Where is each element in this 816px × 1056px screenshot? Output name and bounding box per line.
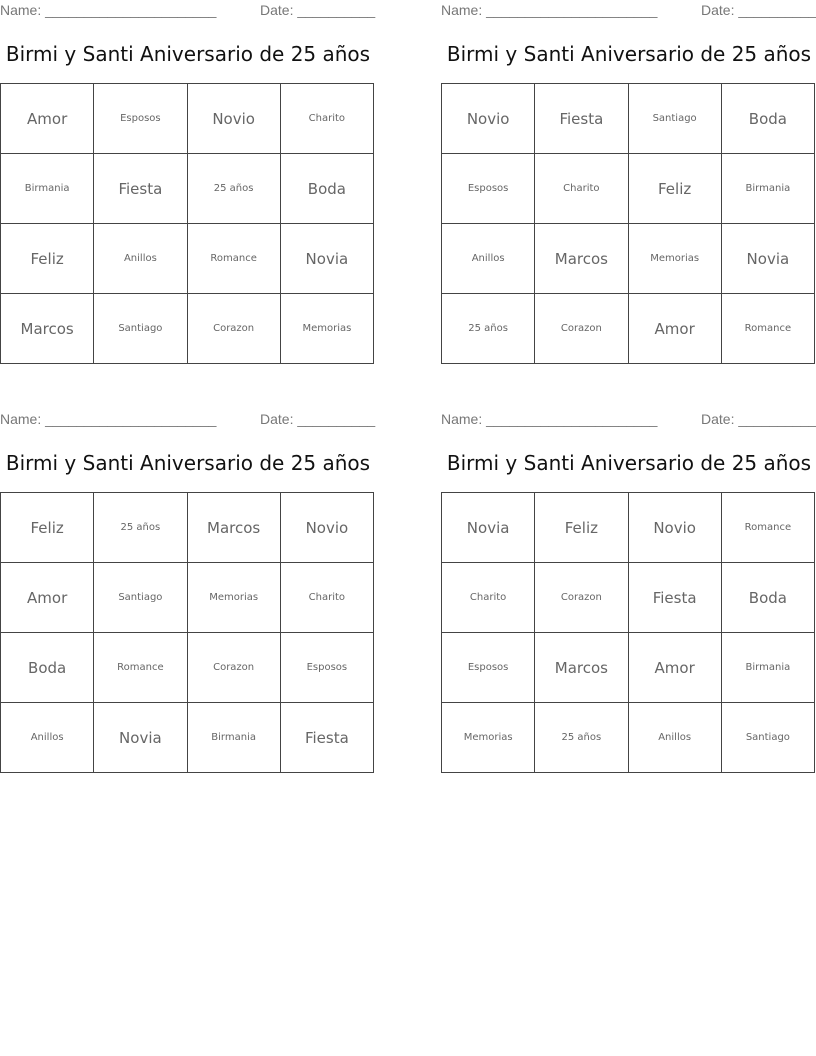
- bingo-cell: Novio: [628, 493, 721, 563]
- bingo-cell: Romance: [187, 224, 280, 294]
- card-header: [0, 409, 376, 431]
- bingo-cell: 25 años: [535, 703, 628, 773]
- bingo-cell: Boda: [1, 633, 94, 703]
- bingo-cell: Santiago: [628, 84, 721, 154]
- bingo-cell: Fiesta: [628, 563, 721, 633]
- bingo-cell: Feliz: [1, 493, 94, 563]
- card-title: Birmi y Santi Aniversario de 25 años: [5, 42, 371, 66]
- date-field[interactable]: Date: __________: [260, 411, 376, 427]
- bingo-cell: Corazon: [535, 294, 628, 364]
- bingo-cell: Anillos: [94, 224, 187, 294]
- bingo-cell: Charito: [442, 563, 535, 633]
- bingo-cell: Birmania: [721, 633, 814, 703]
- bingo-cell: Amor: [1, 84, 94, 154]
- bingo-card-4: [441, 409, 816, 789]
- bingo-cell: Feliz: [535, 493, 628, 563]
- name-field[interactable]: Name: ______________________: [441, 411, 658, 427]
- bingo-cell: Fiesta: [94, 154, 187, 224]
- bingo-cell: Fiesta: [535, 84, 628, 154]
- bingo-cell: 25 años: [442, 294, 535, 364]
- bingo-cell: Novio: [280, 493, 373, 563]
- bingo-cell: Novia: [721, 224, 814, 294]
- bingo-cell: Boda: [721, 84, 814, 154]
- bingo-cell: Esposos: [442, 633, 535, 703]
- bingo-cell: Anillos: [442, 224, 535, 294]
- bingo-cell: Corazon: [187, 633, 280, 703]
- bingo-cell: Anillos: [1, 703, 94, 773]
- bingo-cell: Amor: [628, 633, 721, 703]
- bingo-cell: Amor: [1, 563, 94, 633]
- bingo-cell: Santiago: [721, 703, 814, 773]
- date-field[interactable]: Date: __________: [260, 2, 376, 18]
- bingo-cell: Memorias: [280, 294, 373, 364]
- bingo-cell: Boda: [721, 563, 814, 633]
- bingo-cell: Romance: [721, 294, 814, 364]
- bingo-cell: Marcos: [187, 493, 280, 563]
- bingo-cell: Novio: [442, 84, 535, 154]
- bingo-cell: Birmania: [721, 154, 814, 224]
- card-title: Birmi y Santi Aniversario de 25 años: [446, 451, 812, 475]
- date-field[interactable]: Date: __________: [701, 411, 816, 427]
- bingo-cell: Santiago: [94, 563, 187, 633]
- date-field[interactable]: Date: __________: [701, 2, 816, 18]
- bingo-cell: Novia: [442, 493, 535, 563]
- card-title: Birmi y Santi Aniversario de 25 años: [5, 451, 371, 475]
- card-title: Birmi y Santi Aniversario de 25 años: [446, 42, 812, 66]
- bingo-grid: [441, 83, 815, 364]
- bingo-cell: Charito: [280, 563, 373, 633]
- bingo-cell: Novio: [187, 84, 280, 154]
- bingo-cell: Birmania: [187, 703, 280, 773]
- bingo-card-2: [441, 0, 816, 380]
- bingo-cell: Romance: [94, 633, 187, 703]
- bingo-card-3: [0, 409, 376, 789]
- bingo-cell: Marcos: [535, 633, 628, 703]
- bingo-cell: Memorias: [442, 703, 535, 773]
- bingo-cell: Fiesta: [280, 703, 373, 773]
- bingo-cell: Corazon: [187, 294, 280, 364]
- bingo-cell: Esposos: [280, 633, 373, 703]
- name-field[interactable]: Name: ______________________: [0, 2, 217, 18]
- bingo-grid: [0, 492, 374, 773]
- bingo-grid: [0, 83, 374, 364]
- bingo-cell: Novia: [280, 224, 373, 294]
- card-header: [441, 0, 816, 22]
- bingo-cell: Charito: [280, 84, 373, 154]
- card-header: [441, 409, 816, 431]
- bingo-cell: Amor: [628, 294, 721, 364]
- bingo-cell: Corazon: [535, 563, 628, 633]
- bingo-cell: Romance: [721, 493, 814, 563]
- bingo-cell: Feliz: [1, 224, 94, 294]
- bingo-card-1: [0, 0, 376, 380]
- bingo-cell: Birmania: [1, 154, 94, 224]
- bingo-cell: Santiago: [94, 294, 187, 364]
- bingo-cell: Esposos: [94, 84, 187, 154]
- bingo-cell: Memorias: [187, 563, 280, 633]
- bingo-cell: Boda: [280, 154, 373, 224]
- bingo-grid: [441, 492, 815, 773]
- card-header: [0, 0, 376, 22]
- bingo-cell: Novia: [94, 703, 187, 773]
- bingo-cell: Marcos: [535, 224, 628, 294]
- bingo-cell: Marcos: [1, 294, 94, 364]
- bingo-cell: Memorias: [628, 224, 721, 294]
- bingo-cell: 25 años: [94, 493, 187, 563]
- bingo-cell: Charito: [535, 154, 628, 224]
- name-field[interactable]: Name: ______________________: [0, 411, 217, 427]
- bingo-cell: Esposos: [442, 154, 535, 224]
- name-field[interactable]: Name: ______________________: [441, 2, 658, 18]
- bingo-cell: Feliz: [628, 154, 721, 224]
- bingo-cell: Anillos: [628, 703, 721, 773]
- bingo-cell: 25 años: [187, 154, 280, 224]
